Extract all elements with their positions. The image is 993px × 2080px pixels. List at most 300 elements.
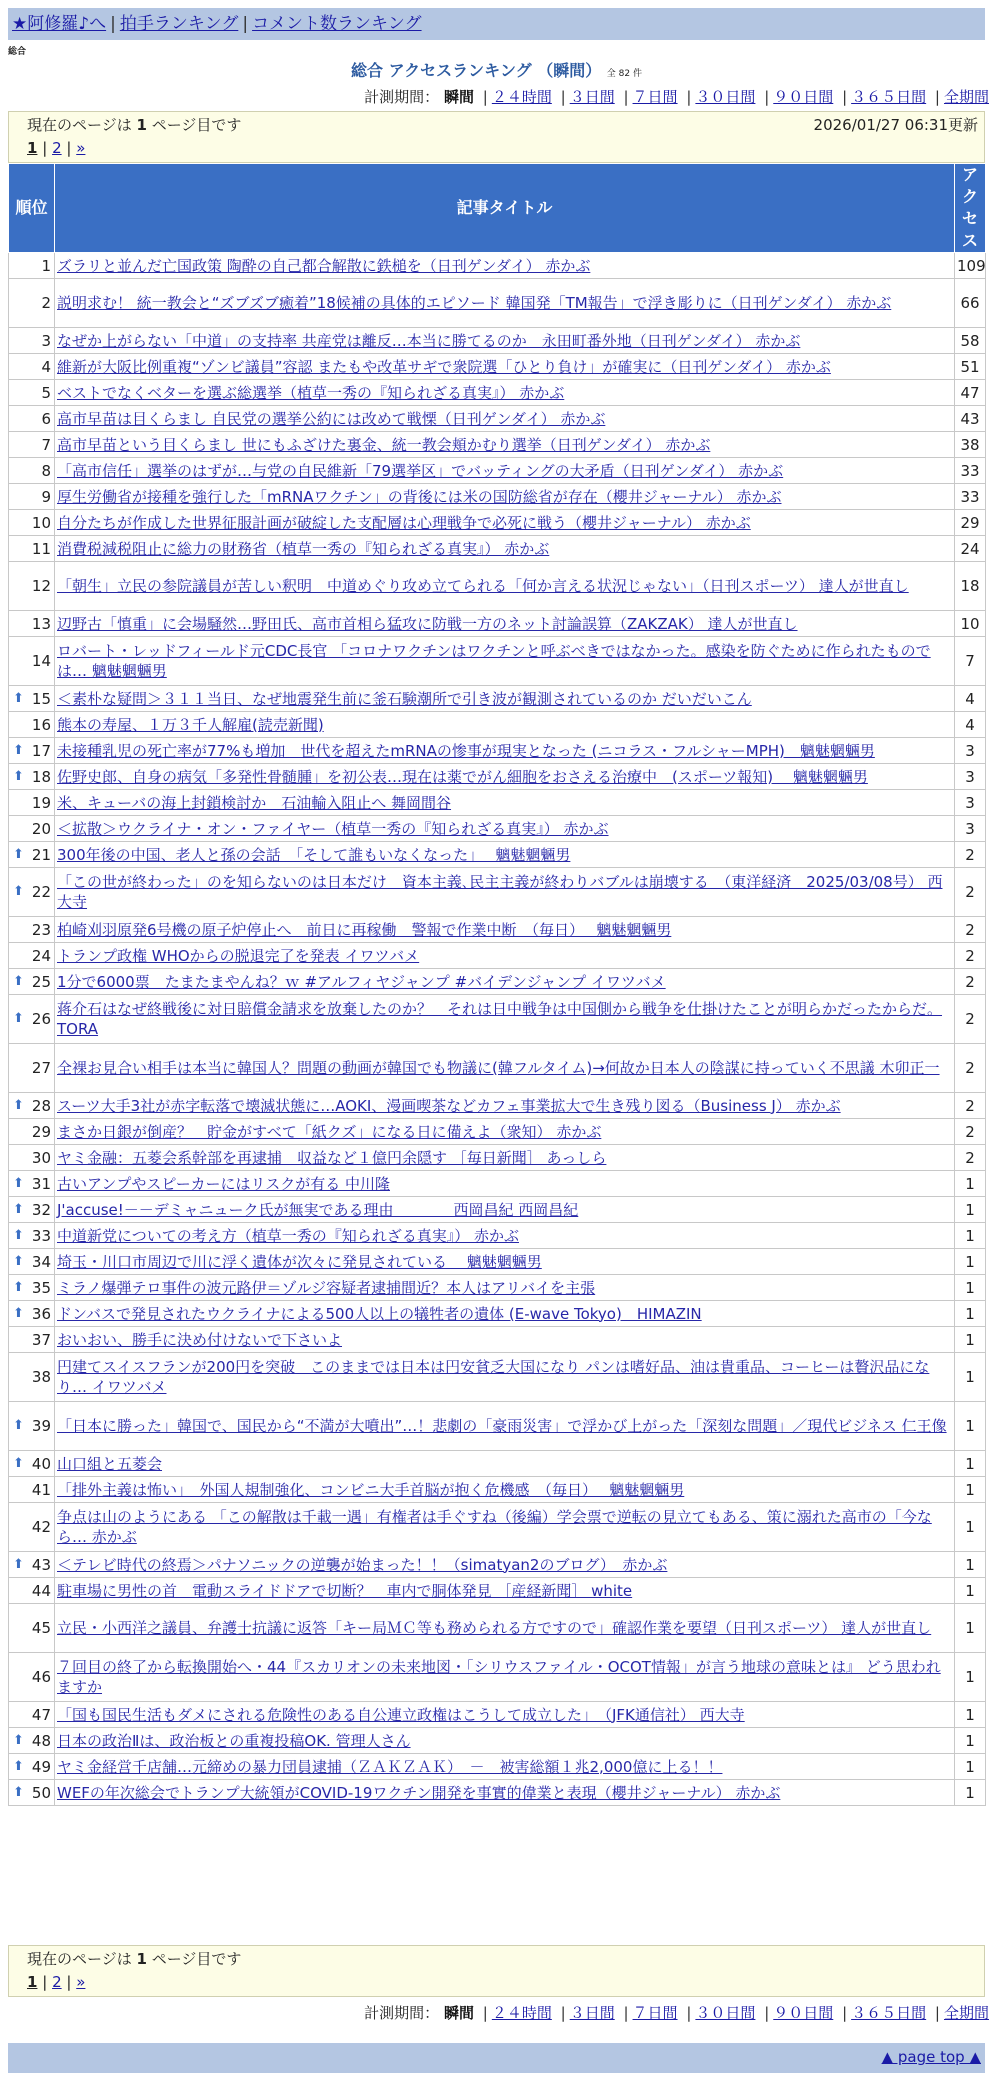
rank-number: 36 (31, 1304, 51, 1323)
page-title (0, 60, 993, 85)
article-title-link[interactable]: 辺野古「慎重」に会場騒然…野田氏、高市首相ら猛攻に防戦一方のネット討論誤算（ZAKZAK） 達人が世直し (57, 614, 798, 633)
category-label: 総合 (8, 47, 27, 57)
rank-cell (9, 1702, 55, 1728)
table-row (9, 1249, 986, 1275)
rank-number: 18 (31, 767, 51, 786)
title-cell (55, 1327, 955, 1353)
rank-number: 14 (31, 652, 51, 670)
title-cell (55, 1223, 955, 1249)
period-option[interactable]: ３０日間 (695, 2004, 756, 2022)
rank-number: 40 (31, 1454, 51, 1473)
article-title-link[interactable]: ミラノ爆弾テロ事件の波元路伊＝ゾルジ容疑者逮捕間近？本人はアリバイを主張 (57, 1278, 596, 1297)
rank-up-arrow-icon: ⬆ (13, 1279, 24, 1295)
article-title-link[interactable]: ＜拡散＞ウクライナ・オン・ファイヤー（植草一秀の『知られざる真実』） 赤かぶ (57, 819, 609, 838)
article-title-link[interactable]: ７回目の終了から転換開始へ・44『スカリオンの未来地図・「シリウスファイル・OCOT情報」が言う地球の意味とは』 どう思われますか (57, 1658, 941, 1696)
rank-cell (9, 1552, 55, 1578)
period-option[interactable]: ３日間 (569, 2004, 615, 2022)
title-cell (55, 917, 955, 943)
table-row (9, 1223, 986, 1249)
rank-cell (9, 536, 55, 562)
access-count: 33 (955, 458, 986, 484)
rank-number: 30 (31, 1148, 51, 1167)
rank-cell (9, 1145, 55, 1171)
access-count: 1 (955, 1301, 986, 1327)
access-count: 2 (955, 1093, 986, 1119)
article-title-link[interactable]: ドンバスで発見されたウクライナによる500人以上の犠牲者の遺体 (E-wave Tokyo) HIMAZIN (57, 1304, 702, 1323)
rank-cell (9, 995, 55, 1044)
article-title-link[interactable]: ヤミ金経営千店舗…元締めの暴力団員逮捕（ＺＡＫＺＡＫ） － 被害総額１兆2,000億に上る！！ (57, 1757, 723, 1776)
rank-cell (9, 943, 55, 969)
table-row (9, 611, 986, 637)
article-title-link[interactable]: J'accuse!－－デミャニューク氏が無実である理由 西岡昌紀 西岡昌紀 (57, 1200, 579, 1219)
table-row (9, 943, 986, 969)
table-row (9, 279, 986, 328)
page-link-2[interactable]: 2 (52, 1973, 62, 1991)
rank-number: 25 (31, 972, 51, 991)
table-row (9, 1402, 986, 1451)
article-title-link[interactable]: 「日本に勝った」韓国で、国民から“不満が大噴出”…！悲劇の「豪雨災害」で浮かび上がった「深刻な問題」／現代ビジネス 仁王像 (57, 1417, 947, 1435)
rank-number: 24 (31, 946, 51, 965)
title-cell (55, 1171, 955, 1197)
article-title-link[interactable]: 300年後の中国、老人と孫の会話 「そして誰もいなくなった」 魑魅魍魎男 (57, 845, 571, 864)
article-title-link[interactable]: 立民・小西洋之議員、弁護士抗議に返答「キー局ＭＣ等も務められる方ですので」確認作業を要望（日刊スポーツ） 達人が世直し (57, 1619, 932, 1637)
period-current: 瞬間 (443, 2004, 474, 2022)
rank-number: 31 (31, 1174, 51, 1193)
access-count: 1 (955, 1552, 986, 1578)
rank-up-arrow-icon: ⬆ (13, 742, 24, 758)
rank-cell (9, 790, 55, 816)
rank-number: 11 (31, 539, 51, 558)
title-cell (55, 790, 955, 816)
access-count: 2 (955, 1119, 986, 1145)
rank-number: 35 (31, 1278, 51, 1297)
access-count: 1 (955, 1653, 986, 1702)
page-title-text: 総合 アクセスランキング （瞬間） (351, 61, 602, 80)
rank-up-arrow-icon: ⬆ (13, 884, 24, 899)
article-title-link[interactable]: 「高市信任」選挙のはずが…与党の自民維新「79選挙区」でバッティングの大矛盾（日刊ゲンダイ） 赤かぶ (57, 461, 784, 480)
title-cell (55, 458, 955, 484)
rank-cell (9, 1327, 55, 1353)
page-link-2[interactable]: 2 (52, 139, 62, 157)
article-title-link[interactable]: なぜか上がらない「中道」の支持率 共産党は離反…本当に勝てるのか 永田町番外地（日刊ゲンダイ） 赤かぶ (57, 331, 801, 350)
rank-up-arrow-icon: ⬆ (13, 1758, 24, 1774)
access-count: 10 (955, 611, 986, 637)
table-row (9, 790, 986, 816)
rank-number: 27 (31, 1059, 51, 1077)
period-option[interactable]: ７日間 (632, 88, 678, 106)
article-title-link[interactable]: 説明求む！ 統一教会と“ズブズブ癒着”18候補の具体的エピソード 韓国発「TM報告」で浮き彫りに（日刊ゲンダイ） 赤かぶ (57, 294, 892, 312)
access-count: 3 (955, 790, 986, 816)
title-cell (55, 1093, 955, 1119)
period-option[interactable]: ３６５日間 (851, 2004, 927, 2022)
title-cell (55, 536, 955, 562)
title-cell (55, 1249, 955, 1275)
access-count: 24 (955, 536, 986, 562)
rank-number: 2 (41, 294, 51, 312)
rank-up-arrow-icon: ⬆ (13, 973, 24, 989)
table-row (9, 562, 986, 611)
table-row (9, 1728, 986, 1754)
rank-cell (9, 1249, 55, 1275)
article-title-link[interactable]: ヤミ金融：五菱会系幹部を再逮捕 収益など１億円余隠す ［毎日新聞］ あっしら (57, 1148, 607, 1167)
next-page-link[interactable]: » (76, 139, 86, 157)
title-cell (55, 510, 955, 536)
table-row (9, 1552, 986, 1578)
article-title-link[interactable]: 「この世が終わった」のを知らないのは日本だけ 資本主義､民主主義が終わりバブルは崩壊する （東洋経済 2025/03/08号） 西大寺 (57, 873, 943, 911)
rank-number: 20 (31, 819, 51, 838)
title-header: 記事タイトル (55, 164, 955, 253)
access-count: 3 (955, 816, 986, 842)
title-cell (55, 406, 955, 432)
access-count: 7 (955, 637, 986, 686)
rank-number: 23 (31, 920, 51, 939)
rank-number: 8 (41, 461, 51, 480)
article-title-link[interactable]: トランプ政権 WHOからの脱退完了を発表 イワツバメ (57, 946, 420, 965)
article-title-link[interactable]: 消費税減税阻止に総力の財務省（植草一秀の『知られざる真実』） 赤かぶ (57, 539, 550, 558)
table-row (9, 1044, 986, 1093)
rank-cell (9, 1119, 55, 1145)
rank-number: 26 (31, 1010, 51, 1028)
article-title-link[interactable]: ズラリと並んだ亡国政策 陶酔の自己都合解散に鉄槌を（日刊ゲンダイ） 赤かぶ (57, 256, 591, 275)
access-count: 1 (955, 1197, 986, 1223)
table-row (9, 484, 986, 510)
title-cell (55, 1503, 955, 1552)
rank-up-arrow-icon: ⬆ (13, 1455, 24, 1471)
table-row (9, 1503, 986, 1552)
access-count: 1 (955, 1402, 986, 1451)
title-cell (55, 995, 955, 1044)
title-cell (55, 1402, 955, 1451)
rank-number: 49 (31, 1757, 51, 1776)
table-row (9, 738, 986, 764)
period-option[interactable]: ７日間 (632, 2004, 678, 2022)
title-cell (55, 328, 955, 354)
article-title-link[interactable]: 蒋介石はなぜ終戦後に対日賠償金請求を放棄したのか？ それは日中戦争は中国側から戦争を仕掛けたことが明らかだったからだ。 TORA (57, 1000, 943, 1038)
article-title-link[interactable]: 「朝生」立民の参院議員が苦しい釈明 中道めぐり攻め立てられる「何か言える状況じゃない」（日刊スポーツ） 達人が世直し (57, 577, 909, 595)
article-title-link[interactable]: 争点は山のようにある 「この解散は千載一遇」有権者は手ぐすね（後編）学会票で逆転の見立てもある、策に溺れた高市の「今なら… 赤かぶ (57, 1508, 932, 1546)
rank-cell (9, 562, 55, 611)
rank-cell (9, 868, 55, 917)
period-current: 瞬間 (443, 88, 474, 106)
rank-number: 45 (31, 1619, 51, 1637)
title-cell (55, 432, 955, 458)
rank-cell (9, 354, 55, 380)
rank-up-arrow-icon: ⬆ (13, 690, 24, 706)
rank-cell (9, 510, 55, 536)
access-count: 58 (955, 328, 986, 354)
rank-number: 9 (41, 487, 51, 506)
period-option[interactable]: ２４時間 (491, 88, 552, 106)
article-title-link[interactable]: 高市早苗は目くらまし 自民党の選挙公約には改めて戦慄（日刊ゲンダイ） 赤かぶ (57, 409, 606, 428)
rank-cell (9, 738, 55, 764)
table-row (9, 1451, 986, 1477)
rank-cell (9, 1578, 55, 1604)
table-row (9, 458, 986, 484)
table-row (9, 1604, 986, 1653)
table-row (9, 380, 986, 406)
title-cell (55, 1197, 955, 1223)
table-row (9, 1145, 986, 1171)
table-row (9, 1353, 986, 1402)
access-count: 47 (955, 380, 986, 406)
article-title-link[interactable]: ベストでなくベターを選ぶ総選挙（植草一秀の『知られざる真実』） 赤かぶ (57, 383, 565, 402)
table-row (9, 1197, 986, 1223)
access-count: 3 (955, 738, 986, 764)
title-cell (55, 816, 955, 842)
title-cell (55, 1754, 955, 1780)
table-row (9, 816, 986, 842)
article-title-link[interactable]: 中道新党についての考え方（植草一秀の『知られざる真実』） 赤かぶ (57, 1226, 519, 1245)
rank-cell (9, 1503, 55, 1552)
rank-cell (9, 637, 55, 686)
rank-number: 15 (31, 689, 51, 708)
title-cell (55, 1702, 955, 1728)
period-option[interactable]: 全期間 (943, 2004, 989, 2022)
title-cell (55, 1578, 955, 1604)
title-cell (55, 764, 955, 790)
rank-number: 44 (31, 1581, 51, 1600)
rank-number: 46 (31, 1668, 51, 1686)
rank-number: 37 (31, 1330, 51, 1349)
rank-cell (9, 458, 55, 484)
access-count: 1 (955, 1754, 986, 1780)
article-title-link[interactable]: 「排外主義は怖い」 外国人規制強化、コンビニ大手首脳が抱く危機感 （毎日） 魑魅魍魎男 (57, 1480, 685, 1499)
article-title-link[interactable]: 古いアンプやスピーカーにはリスクが有る 中川隆 (57, 1174, 390, 1193)
access-count: 1 (955, 1353, 986, 1402)
access-count: 1 (955, 1275, 986, 1301)
rank-number: 7 (41, 435, 51, 454)
title-cell (55, 738, 955, 764)
article-title-link[interactable]: まさか日銀が倒産？ 貯金がすべて「紙クズ」になる日に備えよ（衆知） 赤かぶ (57, 1122, 602, 1141)
title-cell (55, 1451, 955, 1477)
article-title-link[interactable]: 1分で6000票 たまたまやんね？ｗ #アルフィヤジャンプ #バイデンジャンプ イワツバメ (57, 972, 666, 991)
rank-number: 19 (31, 793, 51, 812)
title-cell (55, 1604, 955, 1653)
period-option[interactable]: ３６５日間 (851, 88, 927, 106)
access-count: 109 (955, 253, 986, 279)
article-title-link[interactable]: 熊本の寿屋、１万３千人解雇(読売新聞) (57, 715, 324, 734)
rank-number: 43 (31, 1555, 51, 1574)
rank-cell (9, 842, 55, 868)
article-title-link[interactable]: 駐車場に男性の首 電動スライドドアで切断？ 車内で胴体発見 ［産経新聞］ white (57, 1581, 633, 1600)
top-nav-bar (8, 8, 985, 40)
table-row (9, 1093, 986, 1119)
rank-cell (9, 279, 55, 328)
title-cell (55, 354, 955, 380)
rank-cell (9, 712, 55, 738)
article-title-link[interactable]: ロバート・レッドフィールド元CDC長官 「コロナワクチンはワクチンと呼ぶべきではなかった。感染を防ぐために作られたものでは… 魑魅魍魎男 (57, 642, 931, 680)
rank-number: 13 (31, 614, 51, 633)
article-title-link[interactable]: スーツ大手3社が赤字転落で壊滅状態に…AOKI、漫画喫茶などカフェ事業拡大で生き残り図る（Business J） 赤かぶ (57, 1096, 841, 1115)
article-title-link[interactable]: おいおい、勝手に決め付けないで下さいよ (57, 1330, 343, 1349)
period-label: 計測期間： (364, 2004, 440, 2022)
rank-cell (9, 1044, 55, 1093)
table-row (9, 1754, 986, 1780)
access-count: 2 (955, 842, 986, 868)
page-current: 1 (27, 139, 38, 157)
rank-number: 4 (41, 357, 51, 376)
rank-up-arrow-icon: ⬆ (13, 768, 24, 784)
access-count: 1 (955, 1702, 986, 1728)
rank-number: 50 (31, 1783, 51, 1802)
table-row (9, 536, 986, 562)
table-row (9, 842, 986, 868)
page-info-top (8, 111, 985, 163)
title-cell (55, 1145, 955, 1171)
rank-number: 38 (31, 1368, 51, 1386)
article-title-link[interactable]: 高市早苗という目くらまし 世にもふざけた裏金、統一教会頬かむり選挙（日刊ゲンダイ） 赤かぶ (57, 435, 711, 454)
next-page-link[interactable]: » (76, 1973, 86, 1991)
article-title-link[interactable]: 全裸お見合い相手は本当に韓国人？問題の動画が韓国でも物議に(韓フルタイム)→何故か日本人の陰謀に持っていく不思議 木卯正一 (57, 1059, 940, 1077)
rank-number: 21 (31, 845, 51, 864)
rank-cell (9, 484, 55, 510)
rank-cell (9, 1754, 55, 1780)
rank-cell (9, 1223, 55, 1249)
access-count: 1 (955, 1503, 986, 1552)
rank-cell (9, 380, 55, 406)
period-selector-bottom: 計測期間： 瞬間 | ２４時間 | ３日間 | ７日間 | ３０日間 | ９０日間 | ３６５日間 | 全期間 (364, 2004, 989, 2022)
access-count: 2 (955, 917, 986, 943)
rank-cell (9, 764, 55, 790)
rank-number: 48 (31, 1731, 51, 1750)
rank-cell (9, 1477, 55, 1503)
article-title-link[interactable]: ＜素朴な疑問＞３１１当日、なぜ地震発生前に釜石験潮所で引き波が観測されているのか だいだいこん (57, 689, 752, 708)
access-count: 2 (955, 995, 986, 1044)
article-title-link[interactable]: 厚生労働省が接種を強行した「mRNAワクチン」の背後には米の国防総省が存在（櫻井ジャーナル） 赤かぶ (57, 487, 782, 506)
title-cell (55, 1275, 955, 1301)
rank-up-arrow-icon: ⬆ (13, 1011, 24, 1026)
clap-ranking-link[interactable]: 拍手ランキング (119, 14, 239, 34)
table-row (9, 1327, 986, 1353)
rank-up-arrow-icon: ⬆ (13, 1201, 24, 1217)
access-count: 4 (955, 686, 986, 712)
article-title-link[interactable]: 柏崎刈羽原発6号機の原子炉停止へ 前日に再稼働 警報で作業中断 （毎日） 魑魅魍魎男 (57, 920, 672, 939)
rank-cell (9, 1093, 55, 1119)
rank-cell (9, 1197, 55, 1223)
period-option[interactable]: ３日間 (569, 88, 615, 106)
table-row (9, 1653, 986, 1702)
rank-up-arrow-icon: ⬆ (13, 1253, 24, 1269)
total-count: 全 82 件 (606, 69, 642, 79)
rank-number: 33 (31, 1226, 51, 1245)
article-title-link[interactable]: 未接種乳児の死亡率が77%も増加 世代を超えたmRNAの惨事が現実となった (ニコラス・フルシャーMPH) 魑魅魍魎男 (57, 741, 875, 760)
article-title-link[interactable]: 山口組と五菱会 (57, 1454, 163, 1473)
rank-cell (9, 917, 55, 943)
period-option[interactable]: ９０日間 (773, 2004, 834, 2022)
article-title-link[interactable]: WEFの年次総会でトランプ大統領がCOVID-19ワクチン開発を事實的偉業と表現（櫻井ジャーナル） 赤かぶ (57, 1783, 781, 1802)
title-cell (55, 1353, 955, 1402)
access-count: 2 (955, 1044, 986, 1093)
pagination-bottom: 1 | 2 | » (27, 1973, 86, 1991)
article-title-link[interactable]: 「国も国民生活もダメにされる危険性のある自公連立政権はこうして成立した」 （JFK通信社） 西大寺 (57, 1705, 745, 1724)
article-title-link[interactable]: 佐野史郎、自身の病気「多発性骨髄腫」を初公表…現在は薬でがん細胞をおさえる治療中 (スポーツ報知) 魑魅魍魎男 (57, 767, 868, 786)
rank-cell (9, 432, 55, 458)
period-selector-top: 計測期間： 瞬間 | ２４時間 | ３日間 | ７日間 | ３０日間 | ９０日間 | ３６５日間 | 全期間 (364, 88, 989, 106)
article-title-link[interactable]: 米、キューバの海上封鎖検討か 石油輸入阻止へ 舞岡間谷 (57, 793, 452, 812)
period-option[interactable]: ９０日間 (773, 88, 834, 106)
period-label: 計測期間： (364, 88, 440, 106)
title-cell (55, 1119, 955, 1145)
page-current: 1 (27, 1973, 38, 1991)
home-link[interactable]: ★阿修羅♪へ (12, 14, 107, 34)
period-option[interactable]: 全期間 (943, 88, 989, 106)
table-row (9, 868, 986, 917)
article-title-link[interactable]: 埼玉・川口市周辺で川に浮く遺体が次々に発見されている 魑魅魍魎男 (57, 1252, 542, 1271)
rank-cell (9, 1402, 55, 1451)
table-row (9, 917, 986, 943)
access-count: 33 (955, 484, 986, 510)
rank-cell (9, 1653, 55, 1702)
title-cell (55, 380, 955, 406)
period-option[interactable]: ３０日間 (695, 88, 756, 106)
rank-up-arrow-icon: ⬆ (13, 1556, 24, 1572)
access-count: 1 (955, 1249, 986, 1275)
article-title-link[interactable]: 円建てスイスフランが200円を突破 このままでは日本は円安貧乏大国になり パンは嗜好品、油は貴重品、コーヒーは贅沢品になり… イワツバメ (57, 1358, 930, 1396)
rank-cell (9, 1780, 55, 1806)
access-count: 2 (955, 969, 986, 995)
rank-number: 22 (31, 883, 51, 901)
rank-number: 32 (31, 1200, 51, 1219)
rank-number: 39 (31, 1417, 51, 1435)
table-row (9, 1477, 986, 1503)
rank-up-arrow-icon: ⬆ (13, 846, 24, 862)
rank-up-arrow-icon: ⬆ (13, 1097, 24, 1113)
ranking-table (8, 163, 986, 1806)
table-row (9, 969, 986, 995)
table-row (9, 1119, 986, 1145)
article-title-link[interactable]: 維新が大阪比例重複“ゾンビ議員”容認 またもや改革サギで衆院選「ひとり負け」が確実に（日刊ゲンダイ） 赤かぶ (57, 357, 831, 376)
page-top-link[interactable]: ▲ page top ▲ (881, 2048, 981, 2066)
access-count: 38 (955, 432, 986, 458)
period-option[interactable]: ２４時間 (491, 2004, 552, 2022)
access-count: 1 (955, 1451, 986, 1477)
title-cell (55, 943, 955, 969)
rank-number: 29 (31, 1122, 51, 1141)
article-title-link[interactable]: 自分たちが作成した世界征服計画が破綻した支配層は心理戦争で必死に戦う（櫻井ジャーナル） 赤かぶ (57, 513, 751, 532)
rank-cell (9, 1275, 55, 1301)
table-row (9, 1780, 986, 1806)
table-row (9, 328, 986, 354)
rank-cell (9, 611, 55, 637)
rank-cell (9, 253, 55, 279)
updated-time: 2026/01/27 06:31更新 (813, 116, 978, 134)
rank-up-arrow-icon: ⬆ (13, 1418, 24, 1433)
table-row (9, 764, 986, 790)
rank-number: 6 (41, 409, 51, 428)
comment-ranking-link[interactable]: コメント数ランキング (252, 14, 422, 34)
access-count: 66 (955, 279, 986, 328)
title-cell (55, 484, 955, 510)
rank-cell (9, 328, 55, 354)
rank-cell (9, 816, 55, 842)
title-cell (55, 1728, 955, 1754)
title-cell (55, 637, 955, 686)
current-page-text-bottom: 現在のページは 1 ページ目です (27, 1950, 242, 1968)
table-row (9, 712, 986, 738)
table-row (9, 686, 986, 712)
article-title-link[interactable]: 日本の政治Ⅱは、政治板との重複投稿OK. 管理人さん (57, 1731, 411, 1750)
article-title-link[interactable]: ＜テレビ時代の終焉＞パナソニックの逆襲が始まった！！（simatyan2のブログ） 赤かぶ (57, 1555, 668, 1574)
rank-up-arrow-icon: ⬆ (13, 1175, 24, 1191)
access-count: 1 (955, 1477, 986, 1503)
access-count: 1 (955, 1728, 986, 1754)
access-count: 1 (955, 1223, 986, 1249)
rank-up-arrow-icon: ⬆ (13, 1732, 24, 1748)
table-row (9, 637, 986, 686)
rank-number: 12 (31, 577, 51, 595)
rank-number: 17 (31, 741, 51, 760)
rank-number: 47 (31, 1705, 51, 1724)
